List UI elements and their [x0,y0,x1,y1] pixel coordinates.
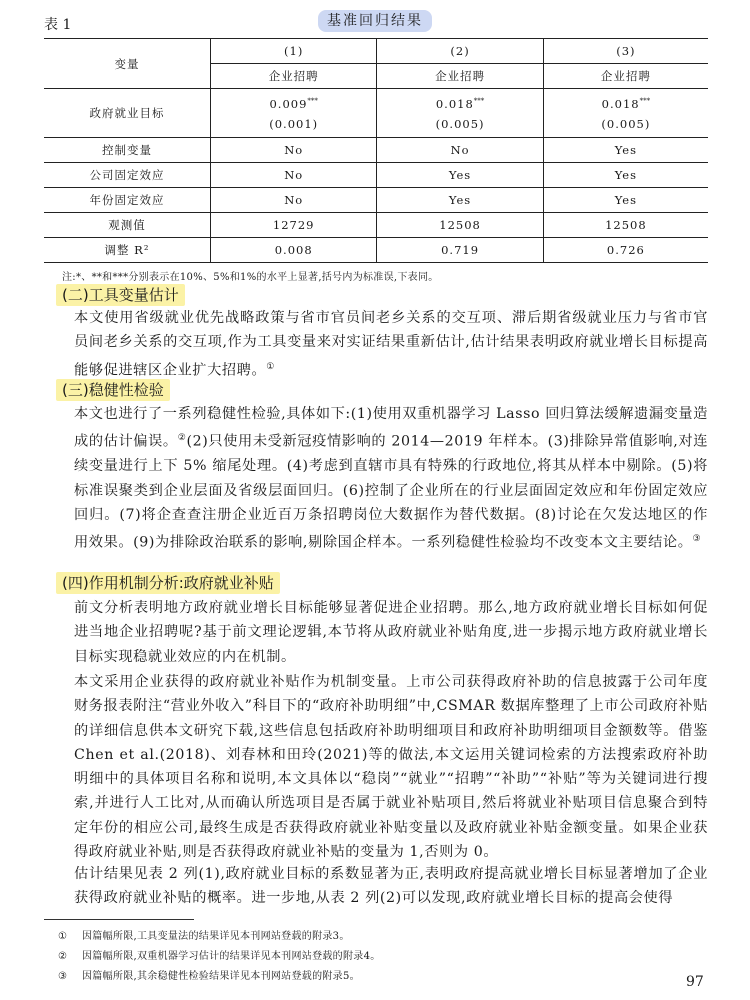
table-cell: 12508 [543,213,708,238]
paragraph-text: (2)只使用未受新冠疫情影响的 2014—2019 年样本。(3)排除异常值影响,对连续变量进行上下 5% 缩尾处理。(4)考虑到直辖市具有特殊的行政地位,将其从样本中剔除。(5)将标准误聚类到企业层面及省级层面回归。(6)控制了企业所在的行业层面固定效应和年份固定效应回归。(7)将企查查注册企业近百万条招聘岗位大数据作为替代数据。(8)讨论在欠发达地区的作用效果。(9)为排除政治联系的影响,剔除国企样本。一系列稳健性检验均不改变本文主要结论。 [74,434,708,551]
section-title: (三)稳健性检验 [56,379,170,401]
footnote-mark: ② [58,951,68,962]
table-row [44,238,708,263]
regression-table [44,38,708,263]
section-title: (四)作用机制分析:政府就业补贴 [56,572,280,594]
paragraph [44,670,708,864]
variable-header: 变量 [44,39,211,89]
footnote-mark: ① [58,931,68,942]
footnote-mark: ③ [58,971,68,982]
paragraph [44,596,708,669]
table-cell: No [377,138,543,163]
paragraph [44,862,708,911]
se-value: (0.005) [601,117,651,131]
table-row [44,213,708,238]
footnote-text: 因篇幅所限,其余稳健性检验结果详见本刊网站登载的附录5。 [82,971,360,982]
coef-cell [543,89,708,112]
table-cell: No [211,138,377,163]
significance-stars: *** [639,97,651,106]
table-cell: 0.008 [211,238,377,263]
coef-value: 0.018 [435,97,474,111]
table-cell: Yes [543,163,708,188]
paragraph-body: 本文采用企业获得的政府就业补贴作为机制变量。上市公司获得政府补助的信息披露于公司年度财务报表附注“营业外收入”科目下的“政府补助明细”中,CSMAR 数据库整理了上市公司政府补贴的详细信息供本文研究下载,这些信息包括政府补助明细项目和政府补助明细项目金额数等。借鉴 Chen et al.(2018)、刘春林和田玲(2021)等的做法,本文运用关键词检索的方法搜索政府补助明细中的具体项目名称和说明,本文具体以“稳岗”“就业”“招聘”“补助”“补贴”等为关键词进行搜索,并进行人工比对,从而确认所选项目是否属于就业补贴项目,然后将就业补贴项目信息聚合到特定年份的相应公司,最终生成是否获得政府就业补贴变量以及政府就业补贴金额变量。如果企业获得政府就业补贴,则是否获得政府就业补贴的变量为 1,否则为 0。 [74,674,708,861]
footnote-ref: ③ [692,534,702,545]
paragraph-body [44,402,708,555]
table-cell: No [211,163,377,188]
row-label: 观测值 [44,213,211,238]
significance-stars: *** [473,97,485,106]
section-title: (二)工具变量估计 [56,284,185,306]
col-number: (3) [543,39,708,64]
table-cell: Yes [543,188,708,213]
table-row [44,188,708,213]
row-label: 公司固定效应 [44,163,211,188]
footnote-ref: ① [266,361,275,372]
col-number: (2) [377,39,543,64]
table-cell: Yes [377,163,543,188]
footnote-divider [44,919,194,920]
footnote-text: 因篇幅所限,工具变量法的结果详见本刊网站登载的附录3。 [82,931,350,942]
paragraph [44,306,708,383]
footnote [58,927,350,942]
table-header-row [44,39,708,64]
row-label: 政府就业目标 [44,89,211,138]
coef-cell [377,89,543,112]
paragraph-text: 本文使用省级就业优先战略政策与省市官员间老乡关系的交互项、滞后期省级就业压力与省市官员间老乡关系的交互项,作为工具变量来对实证结果重新估计,估计结果表明政府就业增长目标提高能够促进辖区企业扩大招聘。 [74,310,708,379]
se-value: (0.001) [211,111,377,138]
paragraph [44,402,708,555]
footnote [58,967,360,982]
table-cell: No [211,188,377,213]
row-label: 年份固定效应 [44,188,211,213]
table-label: 表 1 [44,17,72,33]
footnote-ref: ② [177,433,187,444]
table-row [44,138,708,163]
dep-var: 企业招聘 [377,64,543,89]
table-cell: 12508 [377,213,543,238]
footnote [58,947,381,962]
row-label: 控制变量 [44,138,211,163]
coef-value: 0.009 [269,97,308,111]
col-number: (1) [211,39,377,64]
significance-stars: *** [307,97,318,106]
table-cell: Yes [543,138,708,163]
footnote-text: 因篇幅所限,双重机器学习估计的结果详见本刊网站登载的附录4。 [82,951,381,962]
paragraph-body: 估计结果见表 2 列(1),政府就业目标的系数显著为正,表明政府提高就业增长目标显著增加了企业获得政府就业补贴的概率。进一步地,从表 2 列(2)可以发现,政府就业增长目标的提高会使得 [74,866,708,907]
page-number: 97 [686,974,704,990]
table-cell: Yes [377,188,543,213]
se-value: (0.005) [377,111,543,138]
dep-var: 企业招聘 [543,64,708,89]
coef-value: 0.018 [601,97,640,111]
paragraph-text: 本文也进行了一系列稳健性检验,具体如下:(1)使用双重机器学习 Lasso 回归算法缓解遗漏变量造成的估计偏误。 [74,406,708,451]
table-note: 注:*、**和***分别表示在10%、5%和1%的水平上显著,括号内为标准误,下表同。 [62,272,439,283]
dep-var: 企业招聘 [211,64,377,89]
table-row [44,163,708,188]
table-title: 基准回归结果 [318,10,432,32]
table-cell: 12729 [211,213,377,238]
coef-cell [211,89,377,112]
paragraph-body: 前文分析表明地方政府就业增长目标能够显著促进企业招聘。那么,地方政府就业增长目标如何促进当地企业招聘呢?基于前文理论逻辑,本节将从政府就业补贴角度,进一步揭示地方政府就业增长目标实现稳就业效应的内在机制。 [74,600,708,665]
table-cell: 0.726 [543,238,708,263]
row-label: 调整 R² [44,238,211,263]
paragraph-body [44,306,708,383]
table-cell: 0.719 [377,238,543,263]
table-row [44,89,708,112]
